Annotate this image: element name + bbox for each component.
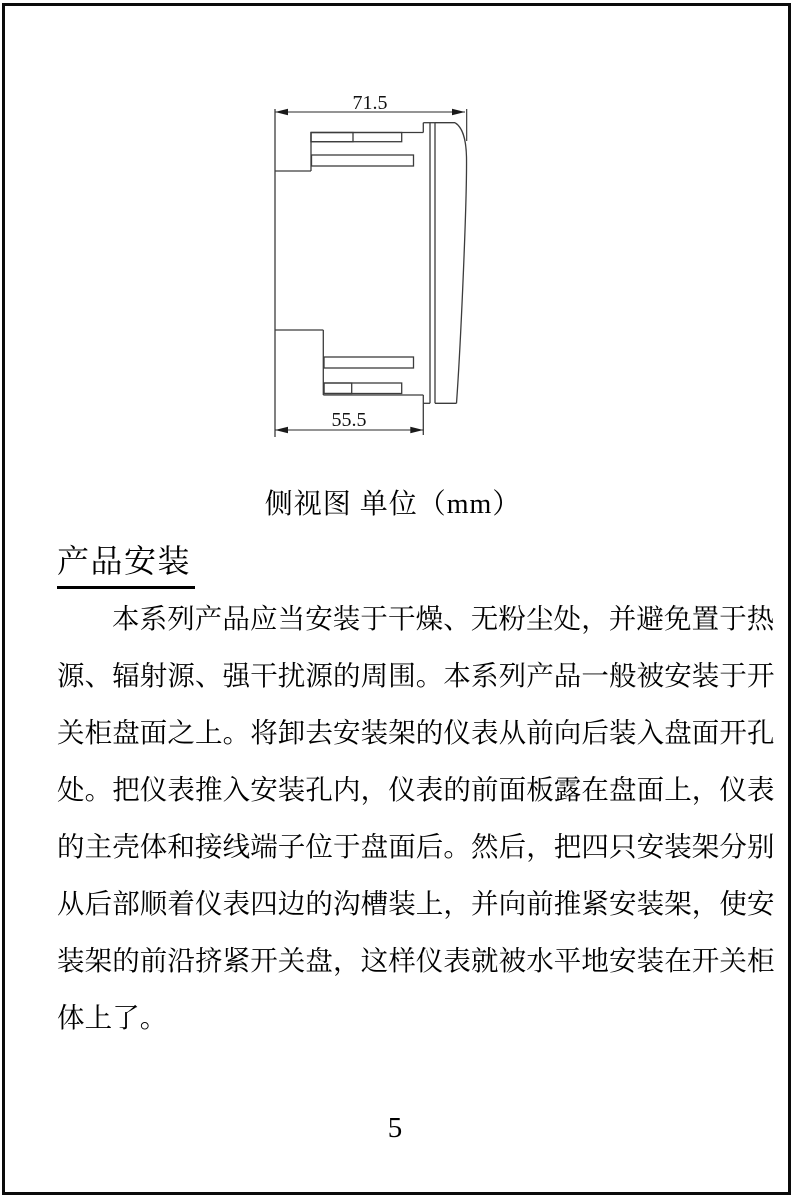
- paragraph-line: 体上了。: [57, 1002, 168, 1033]
- dimension-bottom-label: 55.5: [331, 409, 367, 431]
- paragraph-line: 关柜盘面之上。将卸去安装架的仪表从前向后装入盘面开孔: [57, 717, 775, 748]
- paragraph-line: 本系列产品应当安装于干燥、无粉尘处，并避免置于热: [112, 603, 775, 634]
- paragraph-line: 的主壳体和接线端子位于盘面后。然后，把四只安装架分别: [57, 831, 775, 862]
- mounting-screw-bottom: [324, 383, 402, 394]
- installation-paragraph: [57, 590, 777, 1046]
- section-heading: 产品安装: [57, 536, 195, 589]
- paragraph-line: 源、辐射源、强干扰源的周围。本系列产品一般被安装于开: [57, 660, 775, 691]
- dimension-top-label: 71.5: [352, 92, 388, 114]
- paragraph-line: 装架的前沿挤紧开关盘，这样仪表就被水平地安装在开关柜: [57, 945, 775, 976]
- figure-caption: 侧视图 单位（mm）: [264, 489, 522, 520]
- page-number: 5: [387, 1112, 403, 1144]
- dimension-bottom: [275, 409, 423, 433]
- paragraph-line: 处。把仪表推入安装孔内，仪表的前面板露在盘面上，仪表: [57, 774, 775, 805]
- paragraph-line: 从后部顺着仪表四边的沟槽装上，并向前推紧安装架，使安: [57, 888, 775, 919]
- mounting-bracket-bottom: [324, 357, 414, 368]
- meter-body-outline: [275, 123, 435, 435]
- side-view-drawing: [260, 85, 500, 445]
- mounting-bracket-top: [312, 155, 414, 166]
- dimension-top: [275, 92, 467, 141]
- mounting-screw-top: [311, 133, 402, 142]
- front-bezel: [430, 123, 467, 404]
